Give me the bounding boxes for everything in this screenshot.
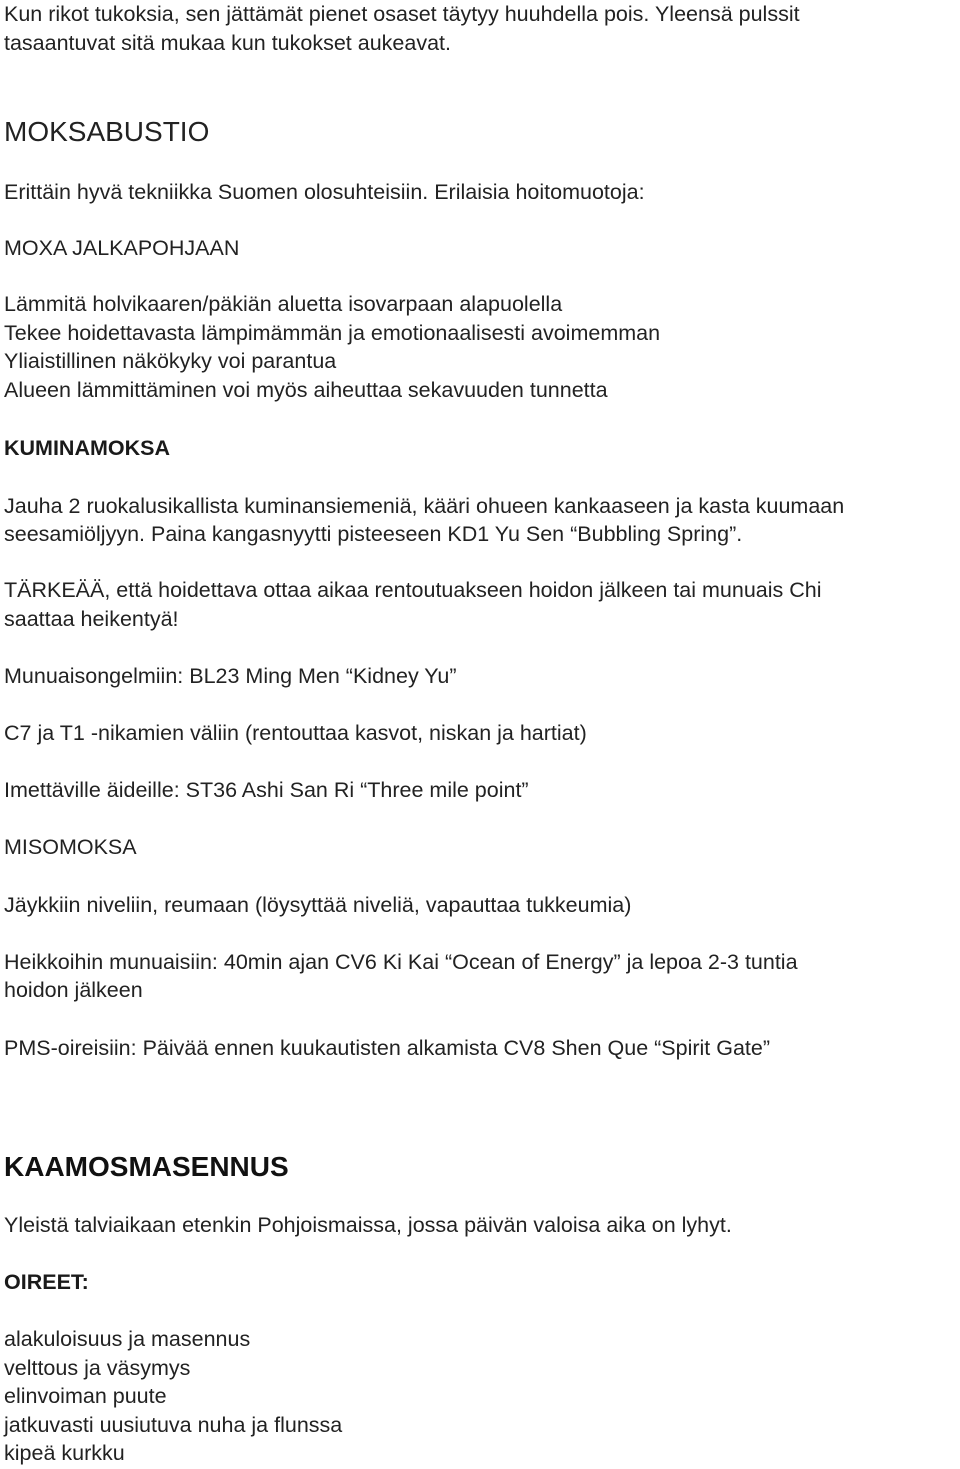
- moxa-line-2: Tekee hoidettavasta lämpimämmän ja emotionaalisesti avoimemman: [4, 321, 661, 345]
- moxa-line-1: Lämmitä holvikaaren/päkiän aluetta isovarpaan alapuolella: [4, 292, 563, 316]
- misomoksa-p2-line-2: hoidon jälkeen: [4, 978, 143, 1002]
- kaamosmasennus-text: Yleistä talviaikaan etenkin Pohjoismaissa, jossa päivän valoisa aika on lyhyt.: [4, 1213, 732, 1237]
- kuminamoksa-p5: Imettäville äideille: ST36 Ashi San Ri “Three mile point”: [4, 778, 529, 802]
- intro-line-1: Kun rikot tukoksia, sen jättämät pienet osaset täytyy huuhdella pois. Yleensä pulssit: [4, 2, 800, 26]
- moksabustio-text: Erittäin hyvä tekniikka Suomen olosuhteisiin. Erilaisia hoitomuotoja:: [4, 180, 645, 204]
- kuminamoksa-p4: C7 ja T1 -nikamien väliin (rentouttaa kasvot, niskan ja hartiat): [4, 721, 587, 745]
- misomoksa-p3: PMS-oireisiin: Päivää ennen kuukautisten alkamista CV8 Shen Que “Spirit Gate”: [4, 1036, 771, 1060]
- kuminamoksa-p3: Munuaisongelmiin: BL23 Ming Men “Kidney Yu”: [4, 664, 457, 688]
- kuminamoksa-p2-line-2: saattaa heikentyä!: [4, 607, 179, 631]
- moksabustio-heading: MOKSABUSTIO: [4, 116, 210, 147]
- oireet-item-2: velttous ja väsymys: [4, 1356, 191, 1380]
- kuminamoksa-p1-line-1: Jauha 2 ruokalusikallista kuminansiemeniä, kääri ohueen kankaaseen ja kasta kuumaan: [4, 494, 845, 518]
- kuminamoksa-p2-line-1: TÄRKEÄÄ, että hoidettava ottaa aikaa rentoutuakseen hoidon jälkeen tai munuais Chi: [4, 578, 822, 602]
- moxa-line-3: Yliaistillinen näkökyky voi parantua: [4, 349, 337, 373]
- moxa-line-4: Alueen lämmittäminen voi myös aiheuttaa sekavuuden tunnetta: [4, 378, 608, 402]
- misomoksa-p2-line-1: Heikkoihin munuaisiin: 40min ajan CV6 Ki Kai “Ocean of Energy” ja lepoa 2-3 tuntia: [4, 950, 798, 974]
- misomoksa-heading: MISOMOKSA: [4, 835, 137, 859]
- oireet-item-5: kipeä kurkku: [4, 1441, 125, 1465]
- kuminamoksa-heading: KUMINAMOKSA: [4, 436, 171, 460]
- oireet-item-1: alakuloisuus ja masennus: [4, 1327, 251, 1351]
- misomoksa-p1: Jäykkiin niveliin, reumaan (löysyttää niveliä, vapauttaa tukkeumia): [4, 893, 632, 917]
- oireet-item-3: elinvoiman puute: [4, 1384, 167, 1408]
- intro-line-2: tasaantuvat sitä mukaa kun tukokset aukeavat.: [4, 31, 451, 55]
- kaamosmasennus-heading: KAAMOSMASENNUS: [4, 1151, 289, 1182]
- kuminamoksa-p1-line-2: seesamiöljyyn. Paina kangasnyytti pisteeseen KD1 Yu Sen “Bubbling Spring”.: [4, 522, 743, 546]
- moxa-jalkapohjaan-heading: MOXA JALKAPOHJAAN: [4, 236, 240, 260]
- oireet-heading: OIREET:: [4, 1270, 89, 1294]
- oireet-item-4: jatkuvasti uusiutuva nuha ja flunssa: [4, 1413, 343, 1437]
